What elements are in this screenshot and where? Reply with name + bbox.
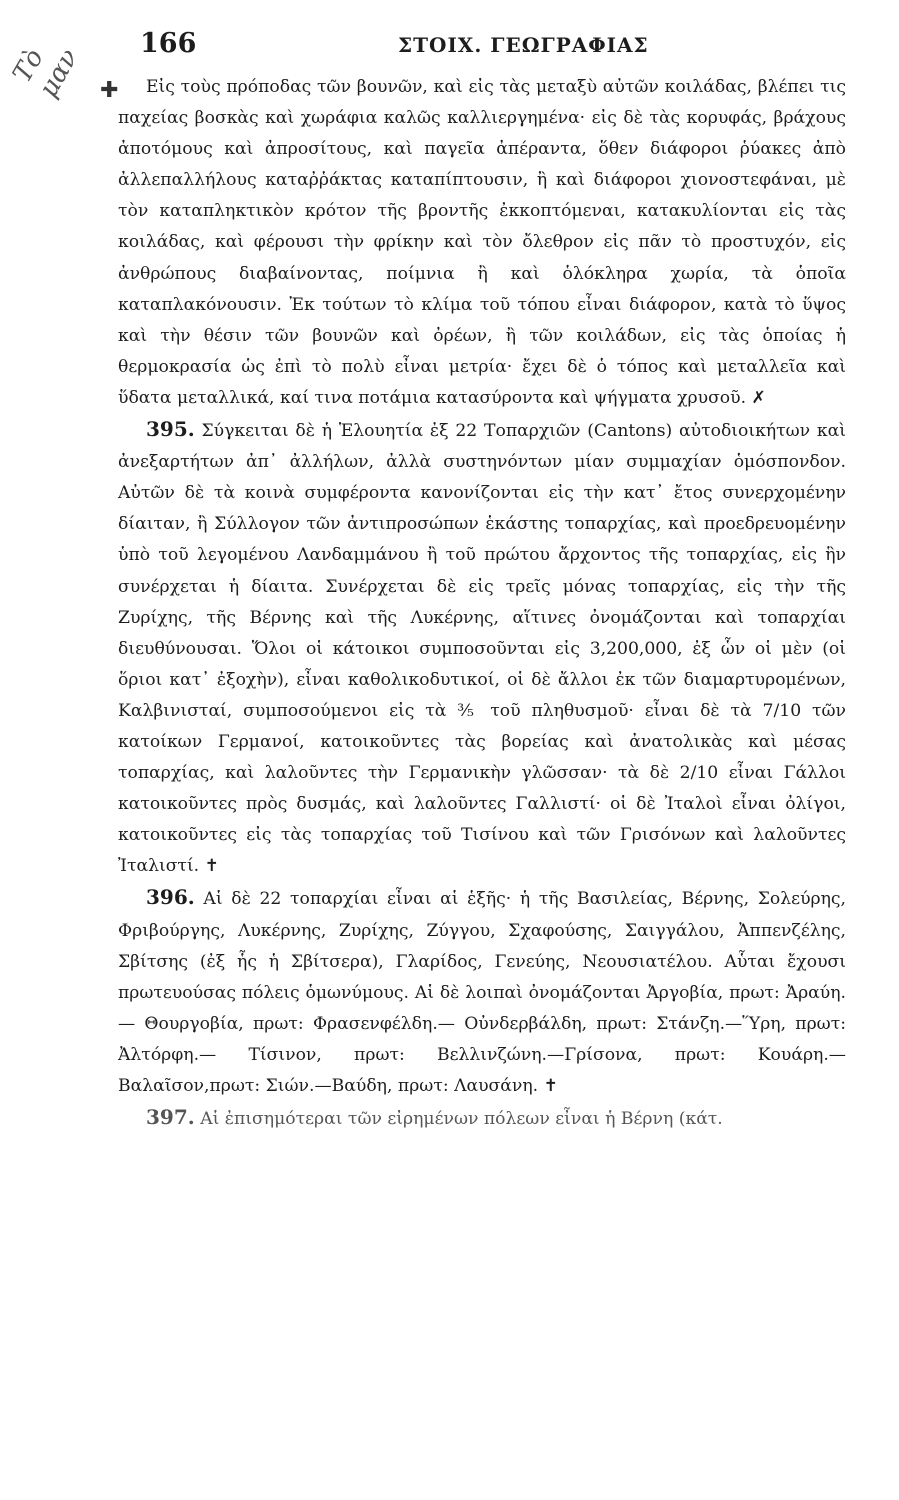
paragraph-text: Αἱ ἐπισημότεραι τῶν εἰρημένων πόλεων εἶναι ἡ Βέρνη (κάτ. <box>200 1109 723 1130</box>
running-title: ΣΤΟΙΧ. ΓΕΩΓΡΑΦΙΑΣ <box>398 33 649 57</box>
page-header <box>140 28 840 68</box>
margin-cross-mark: ✚ <box>100 78 119 103</box>
handwritten-margin-note: Τὸ μαν <box>7 44 85 103</box>
section-number: 397. <box>146 1105 195 1130</box>
paragraph-397 <box>118 1102 846 1135</box>
paragraph-text: Εἰς τοὺς πρόποδας τῶν βουνῶν, καὶ εἰς τὰς μεταξὺ αὐτῶν κοιλάδας, βλέπει τις παχείας βοσκὰς καὶ χωράφια καλῶς καλλιεργημένα· εἰς δὲ τὰς κορυφάς, βράχους ἀποτόμους καὶ ἀπροσίτους, καὶ παγεῖα ἀπέραντα, ὅθεν διάφοροι ῥύακες ἀπὸ ἀλλεπαλλήλους καταῤῥάκτας καταπίπτουσιν, ἢ καὶ διάφοροι χιονοστεφάναι, μὲ τὸν καταπληκτικὸν κρότον τῆς βροντῆς ἐκκοπτόμεναι, κατακυλίονται εἰς τὰς κοιλάδας, καὶ φέρουσι τὴν φρίκην καὶ τὸν ὄλεθρον εἰς πᾶν τὸ προστυχόν, εἰς ἀνθρώπους διαβαίνοντας, ποίμνια ἢ καὶ ὁλόκληρα χωρία, τὰ ὁποῖα καταπλακόνουσιν. Ἐκ τούτων τὸ κλίμα τοῦ τόπου εἶναι διάφορον, κατὰ τὸ ὕψος καὶ τὴν θέσιν τῶν βουνῶν καὶ ὀρέων, ἢ τῶν κοιλάδων, εἰς τὰς ὁποίας ἡ θερμοκρασία ὡς ἐπὶ τὸ πολὺ εἶναι μετρία· ἔχει δὲ ὁ τόπος καὶ μεταλλεῖα καὶ ὕδατα μεταλλικά, καί τινα ποτάμια κατασύροντα καὶ ψήγματα χρυσοῦ. ✗ <box>118 77 846 408</box>
section-number: 396. <box>146 885 195 910</box>
paragraph-mountains <box>118 72 846 414</box>
paragraph-396 <box>118 882 846 1102</box>
paragraph-text: Αἱ δὲ 22 τοπαρχίαι εἶναι αἱ ἑξῆς· ἡ τῆς Βασιλείας, Βέρνης, Σολεύρης, Φριβούργης, Λυκέρνης, Ζυρίχης, Ζύγγου, Σχαφούσης, Σαιγγάλου, Ἀππενζέλης, Σβίτσης (ἐξ ἧς ἡ Σβίτσερα), Γλαρίδος, Γενεύης, Νεουσιατέλου. Αὗται ἔχουσι πρωτευούσας πόλεις ὁμωνύμους. Αἱ δὲ λοιπαὶ ὀνομάζονται Ἀργοβία, πρωτ: Ἀραύη. — Θουργοβία, πρωτ: Φρασενφέλδη.— Οὐνδερβάλδη, πρωτ: Στάνζη.—Ὕρη, πρωτ: Ἀλτόρφη.— Τίσινον, πρωτ: Βελλινζώνη.—Γρίσονα, πρωτ: Κουάρη.—Βαλαῖσον,πρωτ: Σιών.—Βαύδη, πρωτ: Λαυσάνη. ✝ <box>118 889 847 1096</box>
paragraph-text: Σύγκειται δὲ ἡ Ἑλουητία ἐξ 22 Τοπαρχιῶν (Cantons) αὐτοδιοικήτων καὶ ἀνεξαρτήτων ἀπ᾽ ἀλλήλων, ἀλλὰ συστηνόντων μίαν συμμαχίαν ὁμόσπονδον. Αὐτῶν δὲ τὰ κοινὰ συμφέροντα κανονίζονται εἰς τὴν κατ᾽ ἔτος συνερχομένην δίαιταν, ἢ Σύλλογον τῶν ἀντιπροσώπων ἑκάστης τοπαρχίας, καὶ προεδρευομένην ὑπὸ τοῦ λεγομένου Λανδαμμάνου ἢ τοῦ πρώτου ἄρχοντος τῆς τοπαρχίας, εἰς ἣν συνέρχεται ἡ δίαιτα. Συνέρχεται δὲ εἰς τρεῖς μόνας τοπαρχίας, εἰς τὴν τῆς Ζυρίχης, τῆς Βέρνης καὶ τῆς Λυκέρνης, αἵτινες ὀνομάζονται καὶ τοπαρχίαι διευθύνουσαι. Ὅλοι οἱ κάτοικοι συμποσοῦνται εἰς 3,200,000, ἐξ ὧν οἱ μὲν (οἱ ὅριοι κατ᾽ ἐξοχὴν), εἶναι καθολικοδυτικοί, οἱ δὲ ἄλλοι ἐκ τῶν διαμαρτυρομένων, Καλβινισταί, συμποσούμενοι εἰς τὰ ⅗ τοῦ πληθυσμοῦ· εἶναι δὲ τὰ 7/10 τῶν κατοίκων Γερμανοί, κατοικοῦντες τὰς βορείας καὶ ἀνατολικὰς καὶ μέσας τοπαρχίας, καὶ λαλοῦντες τὴν Γερμανικὴν γλῶσσαν· τὰ δὲ 2/10 εἶναι Γάλλοι κατοικοῦντες πρὸς δυσμάς, καὶ λαλοῦντες Γαλλιστί· οἱ δὲ Ἰταλοὶ εἶναι ὀλίγοι, κατοικοῦντες εἰς τὰς τοπαρχίας τοῦ Τισίνου καὶ τῶν Γρισόνων καὶ λαλοῦντες Ἰταλιστί. ✝ <box>118 421 846 877</box>
page-body <box>118 72 846 1135</box>
section-number: 395. <box>146 417 195 442</box>
page-number: 166 <box>140 28 197 59</box>
paragraph-395 <box>118 414 846 882</box>
